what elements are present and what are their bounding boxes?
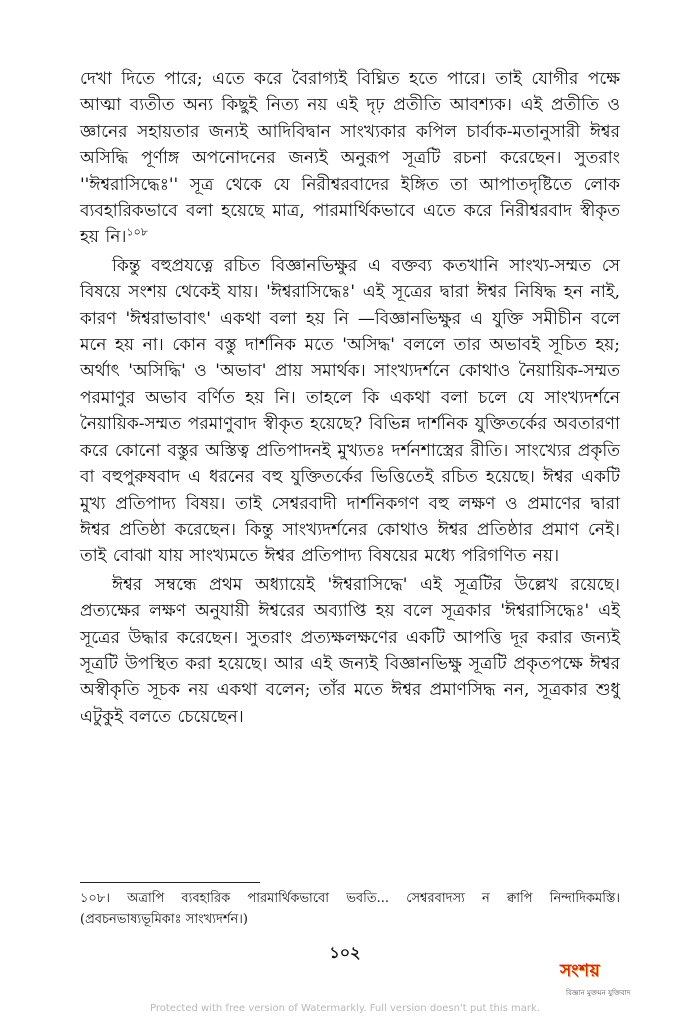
paragraph-1 [80,66,620,251]
footnote-divider [80,882,260,883]
paragraph-1-text: দেখা দিতে পারে; এতে করে বৈরাগ্যই বিঘ্নিত হতে পারে। তাই যোগীর পক্ষে আত্মা ব্যতীত অন্য কিছুই নিত্য নয় এই দৃঢ় প্রতীতি আবশ্যক। এই প্রতীতি ও জ্ঞানের সহায়তার জন্যই আদিবিদ্বান সাংখ্যকার কপিল চার্বাক-মতানুসারী ঈশ্বর অসিদ্ধি পূর্ণাঙ্গ অপনোদনের জন্যই অনুরূপ সূত্রটি রচনা করেছেন। সুতরাং ''ঈশ্বরাসিদ্ধেঃ'' সূত্র থেকে যে নিরীশ্বরবাদের ইঙ্গিত তা আপাতদৃষ্টিতে লোক ব্যবহারিকভাবে বলা হয়েছে মাত্র, পারমার্থিকভাবে এতে করে নিরীশ্বরবাদ স্বীকৃত হয় নি। [80,69,620,248]
watermark-text: Protected with free version of Watermarkly. Full version doesn't put this mark. [150,1003,540,1014]
paragraph-2-text: কিন্তু বহুপ্রযত্নে রচিত বিজ্ঞানভিক্ষুর এ বক্তব্য কতখানি সাংখ্য-সম্মত সে বিষয়ে সংশয় থেকেই যায়। 'ঈশ্বরাসিদ্ধেঃ' এই সূত্রের দ্বারা ঈশ্বর নিষিদ্ধ হন নাই, কারণ 'ঈশ্বরাভাবাৎ' একথা বলা হয় নি —বিজ্ঞানভিক্ষুর এ যুক্তি সমীচীন বলে মনে হয় না। কোন বস্তু দার্শনিক মতে 'অসিদ্ধ' বললে তার অভাবই সূচিত হয়; অর্থাৎ 'অসিদ্ধি' ও 'অভাব' প্রায় সমার্থক। সাংখ্যদর্শনে কোথাও নৈয়ায়িক-সম্মত পরমাণুর অভাব বর্ণিত হয় নি। তাহলে কি একথা বলা চলে যে সাংখ্যদর্শনে নৈয়ায়িক-সম্মত পরমাণুবাদ স্বীকৃত হয়েছে? বিভিন্ন দার্শনিক যুক্তিতর্কের অবতারণা করে কোনো বস্তুর অস্তিত্ব প্রতিপাদনই মুখ্যতঃ দর্শনশাস্ত্রের রীতি। সাংখ্যের প্রকৃতি বা বহুপুরুষবাদ এ ধরনের বহু যুক্তিতর্কের ভিত্তিতেই রচিত হয়েছে। ঈশ্বর একটি মুখ্য প্রতিপাদ্য বিষয়। তাই সেশ্বরবাদী দার্শনিকগণ বহু লক্ষণ ও প্রমাণের দ্বারা ঈশ্বর প্রতিষ্ঠা করেছেন। কিন্তু সাংখ্যদর্শনের কোথাও ঈশ্বর প্রতিষ্ঠার প্রমাণ নেই। তাই বোঝা যায় সাংখ্যমতে ঈশ্বর প্রতিপাদ্য বিষয়ের মধ্যে পরিগণিত নয়। [80,255,620,567]
footnote-text: ১০৮। অত্রাপি ব্যবহারিক পারমার্থিকভাবো ভবতি... সেশ্বরবাদস্য ন ক্বাপি নিন্দাদিকমস্তি। (প্রবচনভাষ্যভূমিকাঃ সাংখ্যদর্শন।) [80,891,620,927]
page-number: ১০২ [329,943,361,962]
paragraph-3-text: ঈশ্বর সম্বন্ধে প্রথম অধ্যায়েই 'ঈশ্বরাসিদ্ধে' এই সূত্রটির উল্লেখ রয়েছে। প্রত্যক্ষের লক্ষণ অনুযায়ী ঈশ্বরের অব্যাপ্তি হয় বলে সূত্রকার 'ঈশ্বরাসিদ্ধেঃ' এই সূত্রের উদ্ধার করেছেন। সুতরাং প্রত্যক্ষলক্ষণের একটি আপত্তি দূর করার জন্যই সূত্রটি উপস্থিত করা হয়েছে। আর এই জন্যই বিজ্ঞানভিক্ষু সূত্রটি প্রকৃতপক্ষে ঈশ্বর অস্বীকৃতি সূচক নয় একথা বলেন; তাঁর মতে ঈশ্বর প্রমাণসিদ্ধ নন, সূত্রকার শুধু এটুকুই বলতে চেয়েছেন। [80,574,620,727]
publisher-logo [560,958,670,998]
paragraph-2 [80,253,620,570]
footnote-reference[interactable]: ১০৮ [126,225,148,239]
logo-name: সংশয় [560,961,601,981]
paragraph-3 [80,572,620,730]
footnote [80,888,620,930]
page-body [80,66,620,730]
logo-tagline: বিজ্ঞান মুক্তমন যুক্তিবাদ [566,989,631,997]
